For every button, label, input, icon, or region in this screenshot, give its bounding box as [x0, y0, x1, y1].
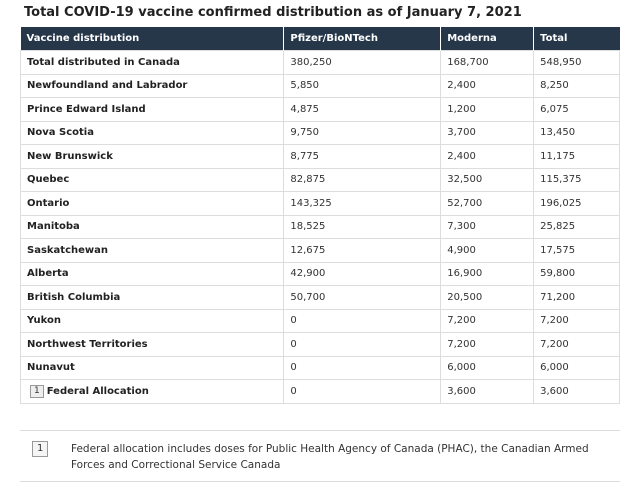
- table-cell: 7,200: [534, 309, 620, 333]
- table-cell: 380,250: [284, 51, 441, 75]
- row-label: [21, 380, 284, 404]
- row-label: Yukon: [21, 309, 284, 333]
- table-cell: 3,600: [441, 380, 534, 404]
- table-cell: 16,900: [441, 262, 534, 286]
- table-cell: 18,525: [284, 215, 441, 239]
- table-row: [21, 309, 620, 333]
- table-cell: 143,325: [284, 192, 441, 216]
- table-cell: 1,200: [441, 98, 534, 122]
- header-total: Total: [534, 27, 620, 51]
- row-label: Prince Edward Island: [21, 98, 284, 122]
- table-row: [21, 380, 620, 404]
- table-cell: 3,700: [441, 121, 534, 145]
- table-cell: 9,750: [284, 121, 441, 145]
- table-row: [21, 168, 620, 192]
- table-cell: 71,200: [534, 286, 620, 310]
- row-label: Saskatchewan: [21, 239, 284, 263]
- table-row: [21, 121, 620, 145]
- table-body: [21, 51, 620, 404]
- row-label: Nunavut: [21, 356, 284, 380]
- footnote-ref-link[interactable]: 1: [30, 385, 44, 398]
- table-cell: 12,675: [284, 239, 441, 263]
- table-cell: 4,900: [441, 239, 534, 263]
- table-row: [21, 51, 620, 75]
- table-cell: 5,850: [284, 74, 441, 98]
- table-cell: 32,500: [441, 168, 534, 192]
- row-label: Northwest Territories: [21, 333, 284, 357]
- row-label: Ontario: [21, 192, 284, 216]
- table-header-row: [21, 27, 620, 51]
- footnotes-section: [20, 430, 620, 482]
- table-cell: 6,075: [534, 98, 620, 122]
- table-cell: 0: [284, 309, 441, 333]
- table-caption: Total COVID-19 vaccine confirmed distribution as of January 7, 2021: [24, 5, 522, 20]
- table-cell: 13,450: [534, 121, 620, 145]
- table-cell: 17,575: [534, 239, 620, 263]
- table-row: [21, 74, 620, 98]
- table-row: [21, 239, 620, 263]
- row-label: New Brunswick: [21, 145, 284, 169]
- table-cell: 4,875: [284, 98, 441, 122]
- row-label-text: Federal Allocation: [46, 385, 149, 397]
- table-cell: 0: [284, 333, 441, 357]
- table-row: [21, 333, 620, 357]
- table-cell: 25,825: [534, 215, 620, 239]
- row-label: Manitoba: [21, 215, 284, 239]
- table-cell: 0: [284, 380, 441, 404]
- table-cell: 7,200: [534, 333, 620, 357]
- table-cell: 6,000: [534, 356, 620, 380]
- table-row: [21, 215, 620, 239]
- table-cell: 548,950: [534, 51, 620, 75]
- footnote-text: Federal allocation includes doses for Public Health Agency of Canada (PHAC), the Canadian Armed Forces and Correctional Service Canada: [71, 443, 589, 471]
- table-row: [21, 192, 620, 216]
- row-label: Newfoundland and Labrador: [21, 74, 284, 98]
- table-cell: 3,600: [534, 380, 620, 404]
- row-label: Nova Scotia: [21, 121, 284, 145]
- table-cell: 20,500: [441, 286, 534, 310]
- table-cell: 50,700: [284, 286, 441, 310]
- header-moderna: Moderna: [441, 27, 534, 51]
- footnote-number-link[interactable]: 1: [32, 441, 48, 457]
- table-cell: 6,000: [441, 356, 534, 380]
- table-cell: 42,900: [284, 262, 441, 286]
- table-cell: 7,200: [441, 309, 534, 333]
- row-label: Quebec: [21, 168, 284, 192]
- table-cell: 115,375: [534, 168, 620, 192]
- table-cell: 52,700: [441, 192, 534, 216]
- table-cell: 2,400: [441, 145, 534, 169]
- table-row: [21, 356, 620, 380]
- header-pfizer: Pfizer/BioNTech: [284, 27, 441, 51]
- header-vaccine-distribution: Vaccine distribution: [21, 27, 284, 51]
- table-cell: 7,200: [441, 333, 534, 357]
- row-label: Total distributed in Canada: [21, 51, 284, 75]
- table-cell: 82,875: [284, 168, 441, 192]
- row-label: British Columbia: [21, 286, 284, 310]
- table-row: [21, 286, 620, 310]
- table-cell: 11,175: [534, 145, 620, 169]
- table-row: [21, 262, 620, 286]
- table-cell: 8,250: [534, 74, 620, 98]
- row-label: Alberta: [21, 262, 284, 286]
- table-row: [21, 145, 620, 169]
- table-cell: 196,025: [534, 192, 620, 216]
- table-cell: 2,400: [441, 74, 534, 98]
- vaccine-distribution-table: [20, 27, 620, 404]
- table-cell: 0: [284, 356, 441, 380]
- table-row: [21, 98, 620, 122]
- table-cell: 168,700: [441, 51, 534, 75]
- table-cell: 8,775: [284, 145, 441, 169]
- table-cell: 59,800: [534, 262, 620, 286]
- table-cell: 7,300: [441, 215, 534, 239]
